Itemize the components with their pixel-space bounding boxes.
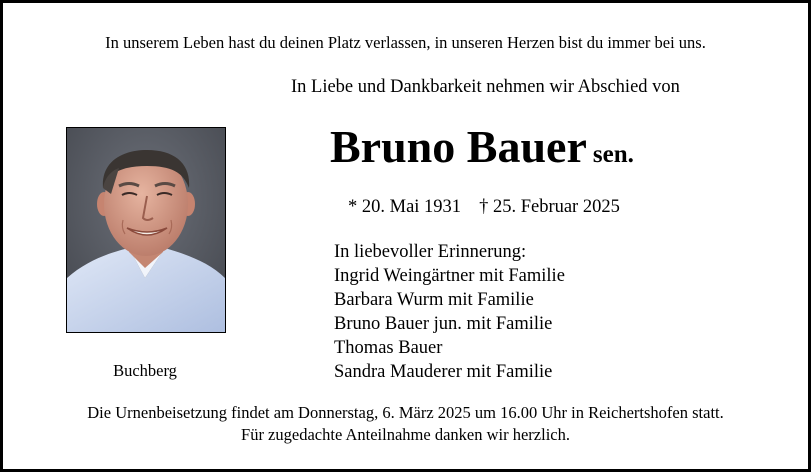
mourner-item: Thomas Bauer [334, 338, 443, 358]
funeral-info [3, 402, 808, 446]
deceased-name-main: Bruno Bauer [330, 121, 587, 172]
death-date: † 25. Februar 2025 [479, 197, 620, 217]
mourner-item: Barbara Wurm mit Familie [334, 290, 534, 310]
birth-date: * 20. Mai 1931 [348, 197, 462, 217]
place-text: Buchberg [113, 361, 177, 380]
mourner-item: Bruno Bauer jun. mit Familie [334, 314, 553, 334]
mourners-heading: In liebevoller Erinnerung: [334, 242, 527, 262]
funeral-line-1: Die Urnenbeisetzung findet am Donnerstag, 6. März 2025 um 16.00 Uhr in Reichertshofen statt. [87, 403, 724, 422]
motto-text: In unserem Leben hast du deinen Platz verlassen, in unseren Herzen bist du immer bei uns. [105, 33, 706, 52]
deceased-name [330, 119, 634, 186]
mourner-item: Ingrid Weingärtner mit Familie [334, 266, 565, 286]
deceased-name-suffix: sen. [592, 141, 634, 168]
life-dates [348, 195, 620, 219]
mourner-item: Sandra Mauderer mit Familie [334, 362, 553, 382]
intro-text: In Liebe und Dankbarkeit nehmen wir Abschied von [291, 77, 680, 97]
mourners-list [334, 240, 565, 384]
portrait-photo [66, 127, 226, 333]
funeral-line-2: Für zugedachte Anteilnahme danken wir herzlich. [241, 425, 570, 444]
portrait-illustration [67, 128, 225, 332]
